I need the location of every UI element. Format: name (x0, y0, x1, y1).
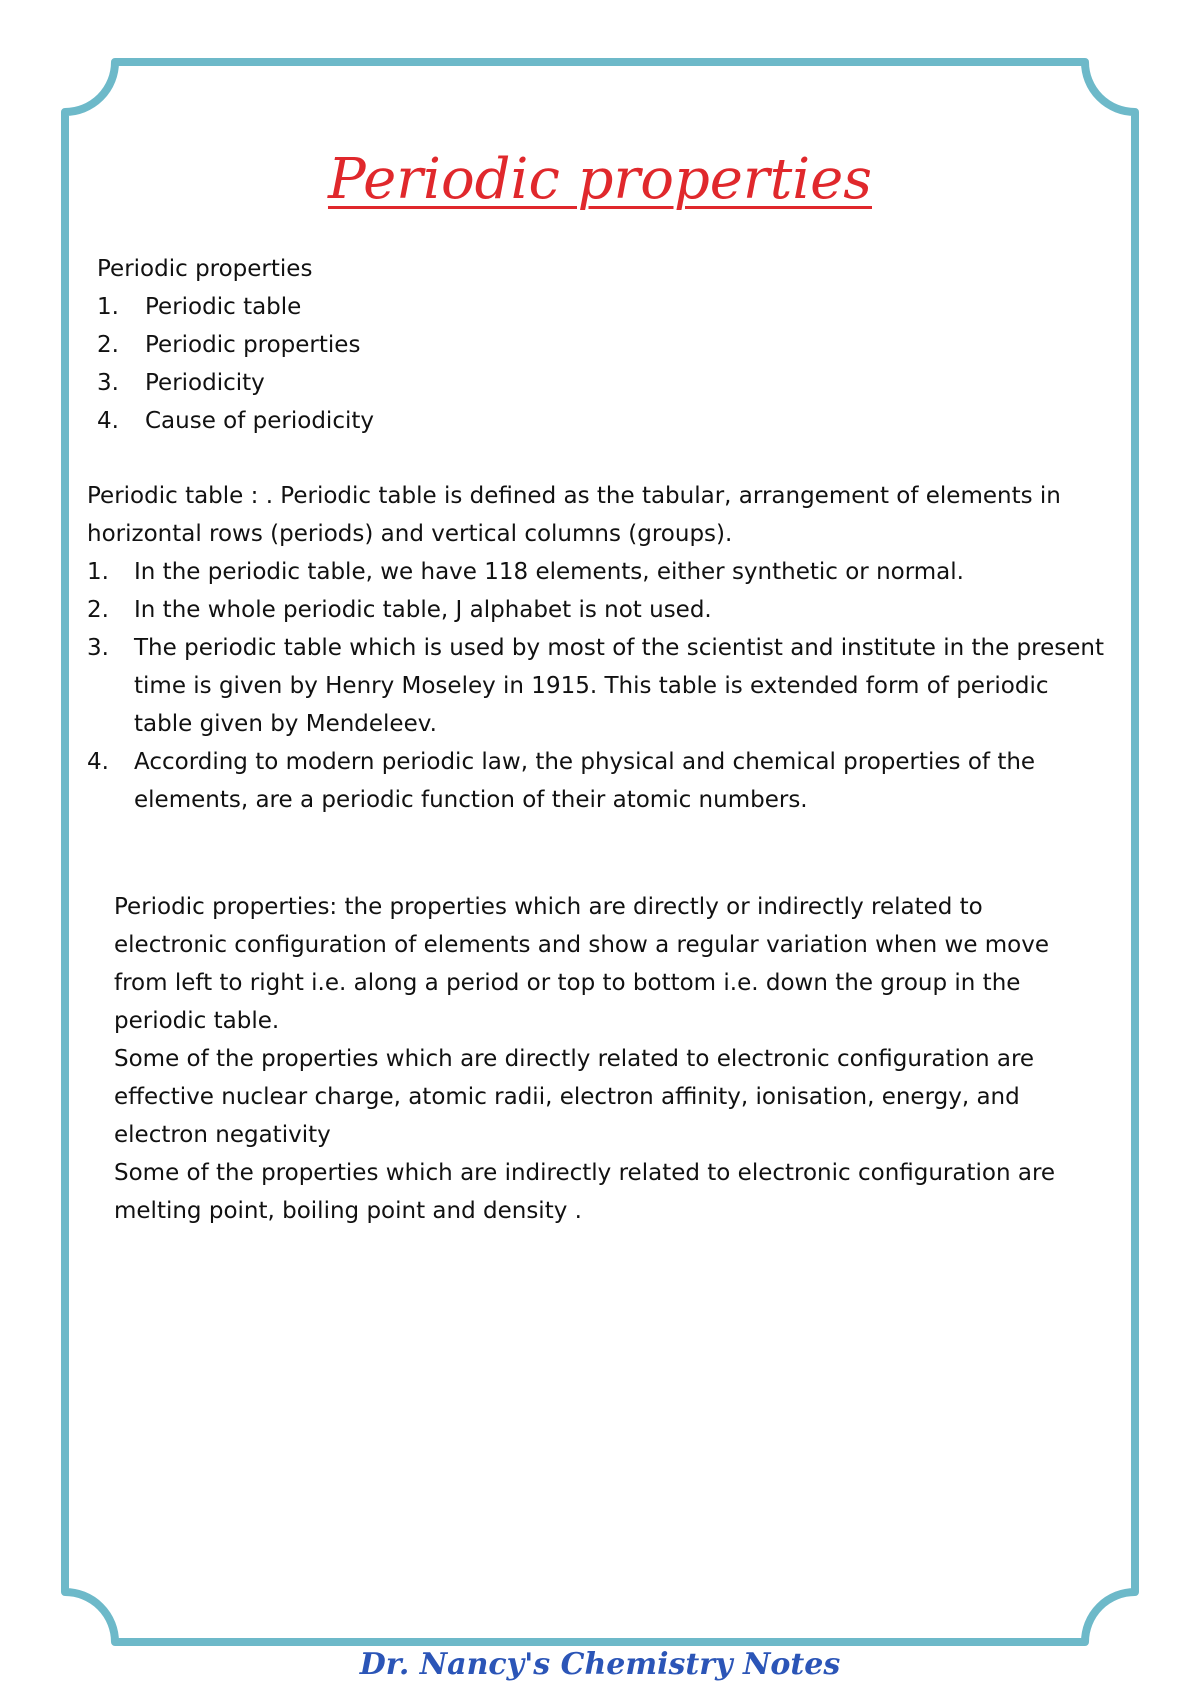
list-item (87, 743, 1127, 819)
list-item (87, 553, 1127, 591)
toc-item-number: 4. (97, 408, 119, 434)
toc-item-number: 2. (97, 332, 119, 358)
toc-item (97, 288, 997, 326)
periodic-table-section (87, 477, 1127, 819)
toc-item-number: 1. (97, 294, 119, 320)
footer-signature: Dr. Nancy's Chemistry Notes (359, 1647, 841, 1682)
point-number: 1. (87, 559, 109, 585)
toc-item-text: Periodic properties (145, 332, 361, 358)
toc-list (97, 288, 997, 440)
indirectly-related-properties: Some of the properties which are indirectly related to electronic configuration are melting point, boiling point and density . (114, 1160, 1056, 1224)
point-number: 4. (87, 749, 109, 775)
list-item (87, 591, 1127, 629)
point-text: According to modern periodic law, the physical and chemical properties of the elements, are a periodic function of their atomic numbers. (134, 749, 1036, 813)
toc-heading: Periodic properties (97, 256, 313, 282)
point-text: In the whole periodic table, J alphabet is not used. (134, 597, 712, 623)
periodic-table-definition: Periodic table : . Periodic table is defined as the tabular, arrangement of elements in horizontal rows (periods) and vertical columns (groups). (87, 483, 1061, 547)
point-text: The periodic table which is used by most of the scientist and institute in the present time is given by Henry Moseley in 1915. This table is extended form of periodic table given by Mendeleev. (134, 635, 1104, 737)
toc-item-number: 3. (97, 370, 119, 396)
toc-item-text: Periodic table (145, 294, 302, 320)
page-title: Periodic properties (327, 147, 872, 212)
periodic-properties-definition: Periodic properties: the properties which are directly or indirectly related to electronic configuration of elements and show a regular variation when we move from left to right i.e. along a period or top to bottom i.e. down the group in the periodic table. (114, 894, 1050, 1034)
table-of-contents (97, 250, 997, 440)
toc-item (97, 364, 997, 402)
toc-item-text: Cause of periodicity (145, 408, 374, 434)
point-text: In the periodic table, we have 118 elements, either synthetic or normal. (134, 559, 964, 585)
periodic-table-points (87, 553, 1127, 819)
periodic-properties-section (114, 888, 1094, 1230)
point-number: 2. (87, 597, 109, 623)
point-number: 3. (87, 635, 109, 661)
toc-item-text: Periodicity (145, 370, 265, 396)
directly-related-properties: Some of the properties which are directly related to electronic configuration are effective nuclear charge, atomic radii, electron affinity, ionisation, energy, and electron negativity (114, 1046, 1035, 1148)
list-item (87, 629, 1127, 743)
toc-item (97, 326, 997, 364)
toc-item (97, 402, 997, 440)
